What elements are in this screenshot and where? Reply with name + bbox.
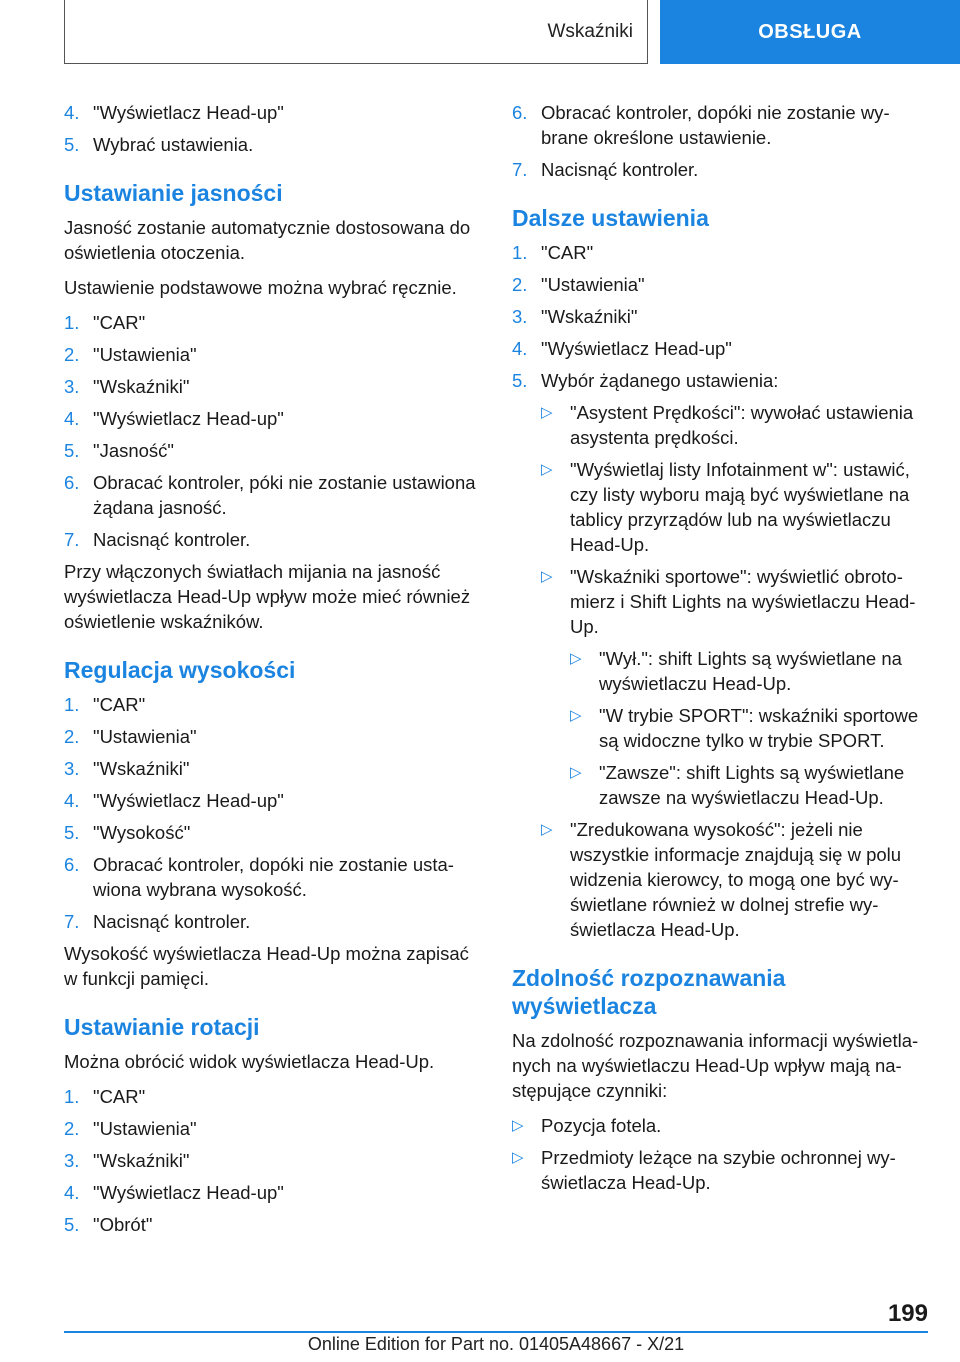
header-section-title	[64, 0, 648, 64]
page-number: 199	[887, 1300, 928, 1327]
list-item: 7. Nacisnąć kontroler.	[64, 529, 251, 550]
list-item: 4. "Wyświetlacz Head-up"	[64, 790, 284, 811]
triangle-bullet-icon: ▷	[541, 404, 553, 421]
triangle-bullet-icon: ▷	[541, 568, 553, 585]
list-item: 6. Obracać kontroler, póki nie zostanie ustawiona żądana jasność.	[64, 472, 476, 518]
paragraph: Można obrócić widok wyświetlacza Head-Up.	[64, 1051, 435, 1072]
triangle-bullet-icon: ▷	[512, 1117, 524, 1134]
list-item: 3. "Wskaźniki"	[64, 1150, 190, 1171]
triangle-bullet-icon: ▷	[570, 650, 582, 667]
list-item: 7. Nacisnąć kontroler.	[64, 911, 251, 932]
bullet-item: ▷ "Wyświetlaj listy Infotainment w": ustawić, czy listy wyboru mają być wyświetlane na tablicy przyrządów lub na wyświetlaczu Head-Up.	[541, 459, 910, 555]
height-steps	[64, 692, 480, 934]
list-item: 5. "Jasność"	[64, 440, 175, 461]
triangle-bullet-icon: ▷	[541, 461, 553, 478]
list-item: 2. "Ustawienia"	[64, 344, 197, 365]
list-item: 1. "CAR"	[64, 694, 146, 715]
list-item: 3. "Wskaźniki"	[512, 306, 638, 327]
heading-readability: Zdolność rozpoznawania wyświetlacza	[512, 965, 786, 1019]
list-item: 2. "Ustawienia"	[64, 1118, 197, 1139]
section-label: Wskaźniki	[547, 20, 633, 42]
list-item: 4. "Wyświetlacz Head-up"	[64, 408, 284, 429]
right-column	[512, 100, 928, 1202]
further-steps	[512, 240, 928, 393]
list-item: 7. Nacisnąć kontroler.	[512, 159, 699, 180]
bullet-item: ▷ "W trybie SPORT": wskaźniki sportowe są widoczne tylko w trybie SPORT.	[570, 705, 919, 751]
left-column	[64, 100, 480, 1244]
heading-further-settings: Dalsze ustawienia	[512, 205, 709, 231]
list-item: 6. Obracać kontroler, dopóki nie zostanie wybrane określone ustawienie.	[512, 102, 890, 148]
footer-edition: Online Edition for Part no. 01405A48667 - X/21	[307, 1334, 685, 1354]
list-item: 1. "CAR"	[64, 1086, 146, 1107]
heading-brightness: Ustawianie jasności	[64, 180, 283, 206]
bullet-item: ▷ "Asystent Prędkości": wywołać ustawienia asystenta prędkości.	[541, 402, 914, 448]
rotation-steps	[64, 1084, 480, 1237]
bullet-item: ▷ "Zawsze": shift Lights są wyświetlane zawsze na wyświetlaczu Head-Up.	[570, 762, 905, 808]
list-item: 5. "Wysokość"	[64, 822, 191, 843]
bullet-item: ▷ "Zredukowana wysokość": jeżeli nie wszystkie informacje znajdują się w polu widzenia kierowcy, to mogą one być wyświetlane również w dolnej strefie wyświetlacza Head-Up.	[541, 819, 902, 940]
readability-bullets	[512, 1113, 928, 1195]
paragraph: Przy włączonych światłach mijania na jasność wyświetlacza Head-Up wpływ może mieć również oświetlenie wskaźników.	[64, 561, 471, 632]
list-item: 3. "Wskaźniki"	[64, 758, 190, 779]
list-item: 5. Wybór żądanego ustawienia:	[512, 370, 779, 391]
list-item: 2. "Ustawienia"	[64, 726, 197, 747]
paragraph: Jasność zostanie automatycznie dostosowana do oświetlenia otoczenia.	[64, 217, 471, 263]
list-item: 4. "Wyświetlacz Head-up"	[64, 102, 284, 123]
bullet-item: ▷ "Wskaźniki sportowe": wyświetlić obrotomierz i Shift Lights na wyświetlaczu Head-Up.	[541, 566, 916, 637]
list-item: 5. Wybrać ustawienia.	[64, 134, 254, 155]
paragraph: Wysokość wyświetlacza Head-Up można zapisać w funkcji pamięci.	[64, 943, 469, 989]
triangle-bullet-icon: ▷	[541, 821, 553, 838]
bullet-item: ▷ Pozycja fotela.	[512, 1115, 662, 1136]
bullet-item: ▷ "Wył.": shift Lights są wyświetlane na wyświetlaczu Head-Up.	[570, 648, 902, 694]
brightness-steps	[64, 310, 480, 552]
footer-divider	[64, 1331, 928, 1333]
list-continued	[512, 100, 928, 182]
list-continued	[64, 100, 480, 157]
list-item: 4. "Wyświetlacz Head-up"	[512, 338, 732, 359]
heading-height: Regulacja wysokości	[64, 657, 296, 683]
paragraph: Na zdolność rozpoznawania informacji wyświetlanych na wyświetlaczu Head-Up wpływ mają następujące czynniki:	[512, 1030, 919, 1101]
list-item: 3. "Wskaźniki"	[64, 376, 190, 397]
list-item: 1. "CAR"	[512, 242, 594, 263]
list-item: 6. Obracać kontroler, dopóki nie zostanie ustawiona wybrana wysokość.	[64, 854, 454, 900]
header-chapter-tab	[660, 0, 960, 64]
bullet-item: ▷ Przedmioty leżące na szybie ochronnej wyświetlacza Head-Up.	[512, 1147, 896, 1193]
heading-rotation: Ustawianie rotacji	[64, 1014, 260, 1040]
paragraph: Ustawienie podstawowe można wybrać ręcznie.	[64, 277, 457, 298]
list-item: 5. "Obrót"	[64, 1214, 153, 1235]
chapter-label: OBSŁUGA	[758, 20, 862, 43]
triangle-bullet-icon: ▷	[570, 764, 582, 781]
triangle-bullet-icon: ▷	[570, 707, 582, 724]
triangle-bullet-icon: ▷	[512, 1149, 524, 1166]
list-item: 4. "Wyświetlacz Head-up"	[64, 1182, 284, 1203]
further-bullets	[512, 400, 928, 942]
list-item: 2. "Ustawienia"	[512, 274, 645, 295]
list-item: 1. "CAR"	[64, 312, 146, 333]
